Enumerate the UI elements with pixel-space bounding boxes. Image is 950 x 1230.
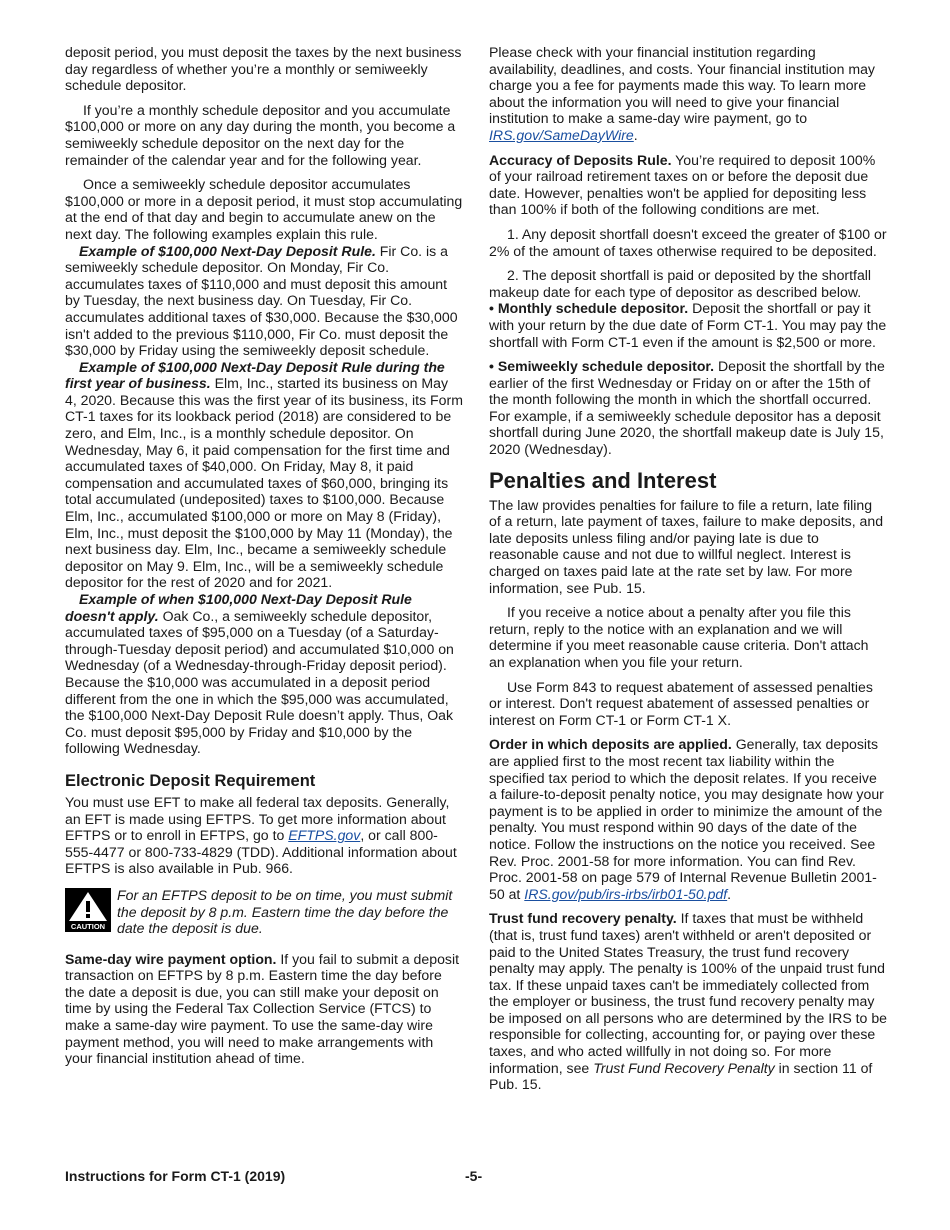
caution-note: [65, 887, 463, 937]
example-title: Example of $100,000 Next-Day Deposit Rule.: [79, 242, 376, 259]
paragraph: Use Form 843 to request abatement of assessed penalties or interest. Don't request abatement of assessed penalties or interest on Form CT-1 or Form CT-1 X.: [489, 678, 873, 728]
paragraph: Please check with your financial institution regarding availability, deadlines, and costs. Your financial institution may charge you a fee for payments made this way. To learn more about the information you will need to give your financial institution to make a same-day wire payment, go to IRS.gov/SameDayWire.: [489, 44, 875, 143]
bullet-icon: •: [489, 300, 494, 317]
text: Deposit the shortfall or pay it with your return by the due date of Form CT-1. You may pay the shortfall with Form CT-1 even if the amount is $2,500 or more.: [489, 300, 887, 350]
text: You’re required to deposit 100% of your railroad retirement taxes on or before the deposit due date. However, penalties won't be applied for depositing less than 100% if both of the following conditions are met.: [489, 151, 876, 218]
example-body: Fir Co. is a semiweekly schedule depositor. On Monday, Fir Co. accumulates taxes of $110,000 and must deposit this amount by Tuesday, the next business day. On Tuesday, Fir Co. accumulates additional taxes of $30,000. Because the $30,000 isn't added to the previous $110,000, Fir Co. must deposit the $30,000 by Friday using the semiweekly deposit schedule.: [65, 242, 458, 359]
example-doesnt-apply: [65, 591, 463, 757]
accuracy-paragraph: [489, 152, 887, 218]
text: If you fail to submit a deposit transaction on EFTPS by 8 p.m. Eastern time the day before the date a deposit is due, you can still make your deposit on time by using the Federal Tax Collection Service (FTCS) to make a same-day wire payment. To use the same-day wire payment method, you will need to make arrangements with your financial institution ahead of time.: [65, 950, 460, 1067]
paragraph: deposit period, you must deposit the taxes by the next business day regardless of whether you’re a monthly or semiweekly schedule depositor.: [65, 44, 462, 94]
caution-icon: [65, 888, 111, 932]
run-in-heading: Semiweekly schedule depositor.: [497, 358, 715, 375]
run-in-heading: Accuracy of Deposits Rule.: [489, 151, 672, 168]
text: , or call 800-555-4477 or 800-733-4829 (TDD). Additional information about EFTPS is also available in Pub. 966.: [65, 827, 457, 877]
condition-2: 2. The deposit shortfall is paid or deposited by the shortfall makeup date for each type of depositor as described below.: [489, 267, 872, 300]
order-deposits-paragraph: Order in which deposits are applied. Generally, tax deposits are applied first to the most recent tax liability within the specified tax period to which the deposit relates. If you receive a failure-to-deposit penalty notice, you may designate how your payment is to be applied in order to minimize the amount of the penalty. You must respond within 90 days of the date of the notice. Follow the instructions on the notice you received. See Rev. Proc. 2001-58 for more information. You can find Rev. Proc. 2001-58 on page 579 of Internal Revenue Bulletin 2001-50 at IRS.gov/pub/irs-irbs/irb01-50.pdf.: [489, 736, 884, 902]
paragraph: Once a semiweekly schedule depositor accumulates $100,000 or more in a deposit period, it must stop accumulating at the end of that day and begin to accumulate anew on the next day. The following examples explain this rule.: [65, 176, 463, 242]
bullet-icon: •: [489, 358, 494, 375]
example-body: Oak Co., a semiweekly schedule depositor, accumulated taxes of $95,000 on a Tuesday (of a Saturday-through-Tuesday deposit period) and accumulated $10,000 on Wednesday (of a Wednesday-through-Friday deposit period). Because the $10,000 was accumulated in a deposit period different from the one in which the $95,000 was accumulated, the $100,000 Next-Day Deposit Rule doesn’t apply. Thus, Oak Co. must deposit $95,000 by Friday and $10,000 by the following Wednesday.: [65, 607, 454, 757]
left-column: [65, 44, 463, 1067]
text: If taxes that must be withheld (that is, trust fund taxes) aren't withheld or aren't deposited or paid to the United States Treasury, the trust fund recovery penalty may apply. The penalty is 100% of the unpaid trust fund tax. If these unpaid taxes can't be immediately collected from the employer or business, the trust fund recovery penalty may be imposed on all persons who are determined by the IRS to be responsible for collecting, accounting for, or paying over these taxes, and who acted willfully in not doing so. For more information, see: [489, 910, 887, 1076]
example-body: Elm, Inc., started its business on May 4, 2020. Because this was the first year of its business, its Form CT-1 taxes for its lookback period (2018) are considered to be zero, and Elm, Inc., is a monthly schedule depositor. On Wednesday, May 6, it paid compensation for the first time and accumulated taxes of $40,000. On Friday, May 8, it paid compensation and accumulated taxes of $60,000, bringing its total accumulated (undeposited) taxes to $100,000. Because Elm, Inc., accumulated $100,000 or more on May 8 (Friday), Elm, Inc., must deposit the $100,000 by May 11 (Monday), the next business day. Elm, Inc., became a semiweekly schedule depositor on May 9. Elm, Inc., will be a semiweekly schedule depositor for the rest of 2020 and for 2021.: [65, 375, 463, 591]
condition-1: 1. Any deposit shortfall doesn't exceed the greater of $100 or 2% of the amount of taxes otherwise required to be deposited.: [489, 225, 887, 259]
text: Deposit the shortfall by the earlier of the first Wednesday or Friday on or after the 15th of the month following the month in which the shortfall occurred. For example, if a semiweekly schedule depositor has a deposit shortfall during June 2020, the shortfall makeup date is July 15, 2020 (Wednesday).: [489, 358, 885, 458]
run-in-heading: Same-day wire payment option.: [65, 950, 277, 967]
section-heading-penalties: Penalties and Interest: [489, 467, 717, 493]
text: Generally, tax deposits are applied first to the most recent tax liability within the specified tax period to which the deposit relates. If you receive a failure-to-deposit penalty notice, you may designate how your payment is to be applied in order to minimize the amount of the penalty. You must respond within 90 days of the date of the notice. Follow the instructions on the notice you received. See Rev. Proc. 2001-58 for more information. You can find Rev. Proc. 2001-58 on page 579 of Internal Revenue Bulletin 2001-50 at: [489, 736, 884, 902]
example-first-year: [65, 359, 463, 591]
caution-label: CAUTION: [70, 921, 106, 931]
publication-reference: Trust Fund Recovery Penalty: [593, 1059, 775, 1076]
page-number: -5-: [465, 1168, 483, 1184]
trust-fund-paragraph: [489, 910, 887, 1093]
same-day-wire-link[interactable]: IRS.gov/SameDayWire: [489, 126, 634, 143]
caution-text: For an EFTPS deposit to be on time, you must submit the deposit by 8 p.m. Eastern time the day before the date the deposit is due.: [117, 886, 453, 937]
paragraph: [65, 794, 463, 877]
run-in-heading: Order in which deposits are applied.: [489, 736, 732, 753]
same-day-wire-paragraph: [65, 951, 463, 1067]
irb-link[interactable]: IRS.gov/pub/irs-irbs/irb01-50.pdf: [524, 885, 728, 902]
paragraph: The law provides penalties for failure to file a return, late filing of a return, late payment of taxes, failure to make deposits, and late deposits unless filing and/or paying late is due to reasonable cause and not due to willful neglect. Interest is charged on taxes paid late at the rate set by law. For more information, see Pub. 15.: [489, 496, 884, 596]
eftps-link[interactable]: EFTPS.gov: [288, 827, 361, 844]
paragraph: If you receive a notice about a penalty after you file this return, reply to the notice with an explanation and we will determine if you meet reasonable cause criteria. Don't attach an explanation when you file your return.: [489, 604, 869, 670]
bullet-monthly: [489, 300, 887, 350]
right-column: [489, 44, 887, 1093]
example-next-day-rule: [65, 243, 463, 359]
text: Please check with your financial institution regarding availability, deadlines, and costs. Your financial institution may charge you a fee for payments made this way. To learn more about the information you will need to give your financial institution to make a same-day wire payment, go to: [489, 44, 875, 127]
bullet-semiweekly: [489, 358, 887, 458]
example-title: Example of when $100,000 Next-Day Deposit Rule doesn't apply.: [65, 591, 412, 624]
page-footer: [65, 1168, 887, 1186]
text: in section 11 of Pub. 15.: [489, 1059, 873, 1093]
run-in-heading: Monthly schedule depositor.: [497, 300, 689, 317]
form-title: Instructions for Form CT-1 (2019): [65, 1168, 286, 1184]
run-in-heading: Trust fund recovery penalty.: [489, 910, 677, 927]
text: You must use EFT to make all federal tax deposits. Generally, an EFT is made using EFTPS. To get more information about EFTPS or to enroll in EFTPS, go to: [65, 793, 450, 844]
paragraph: If you’re a monthly schedule depositor and you accumulate $100,000 or more on any day during the month, you become a semiweekly schedule depositor on the next day for the remainder of the calendar year and for the following year.: [65, 101, 456, 168]
section-heading-electronic-deposit: Electronic Deposit Requirement: [65, 771, 316, 790]
example-title: Example of $100,000 Next-Day Deposit Rule during the first year of business.: [65, 358, 445, 392]
